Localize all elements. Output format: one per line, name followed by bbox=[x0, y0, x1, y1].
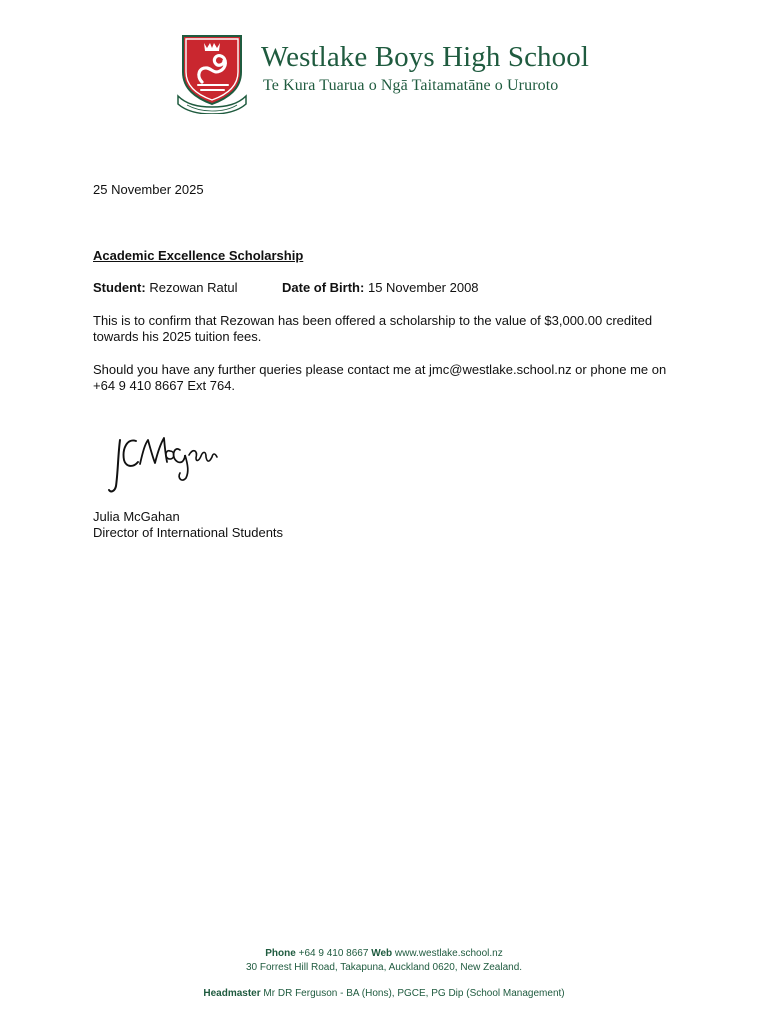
footer-phone: +64 9 410 8667 bbox=[298, 948, 369, 959]
student-label: Student: bbox=[93, 280, 146, 295]
dob-label: Date of Birth: bbox=[282, 280, 365, 295]
school-crest-logo bbox=[176, 34, 248, 114]
contact-paragraph: Should you have any further queries please contact me at jmc@westlake.school.nz or phone me on +64 9 410 8667 Ext 764. bbox=[93, 362, 667, 393]
footer-headmaster-label: Headmaster bbox=[203, 988, 261, 999]
footer-address: 30 Forrest Hill Road, Takapuna, Auckland 0620, New Zealand. bbox=[245, 962, 523, 973]
school-name: Westlake Boys High School bbox=[261, 41, 589, 73]
dob-value: 15 November 2008 bbox=[367, 280, 479, 295]
date-of-birth-line bbox=[282, 280, 479, 296]
letter-subject: Academic Excellence Scholarship bbox=[93, 248, 304, 263]
footer-web: www.westlake.school.nz bbox=[394, 948, 503, 959]
signatory-title: Director of International Students bbox=[93, 525, 284, 540]
handwritten-signature bbox=[100, 420, 220, 500]
footer-contact-line bbox=[0, 947, 768, 960]
confirmation-paragraph: This is to confirm that Rezowan has been offered a scholarship to the value of $3,000.00 credited towards his 2025 tuition fees. bbox=[93, 313, 653, 344]
footer-headmaster: Mr DR Ferguson - BA (Hons), PGCE, PG Dip (School Management) bbox=[263, 988, 565, 999]
school-tagline: Te Kura Tuarua o Ngā Taitamatāne o Ururoto bbox=[263, 77, 559, 94]
signatory-name: Julia McGahan bbox=[93, 509, 180, 524]
footer-web-label: Web bbox=[371, 948, 393, 959]
footer-phone-label: Phone bbox=[265, 948, 296, 959]
letterhead bbox=[176, 34, 616, 118]
footer-headmaster-line bbox=[0, 987, 768, 1000]
letter-date: 25 November 2025 bbox=[93, 182, 204, 197]
student-line bbox=[93, 280, 238, 296]
student-name: Rezowan Ratul bbox=[149, 280, 238, 295]
